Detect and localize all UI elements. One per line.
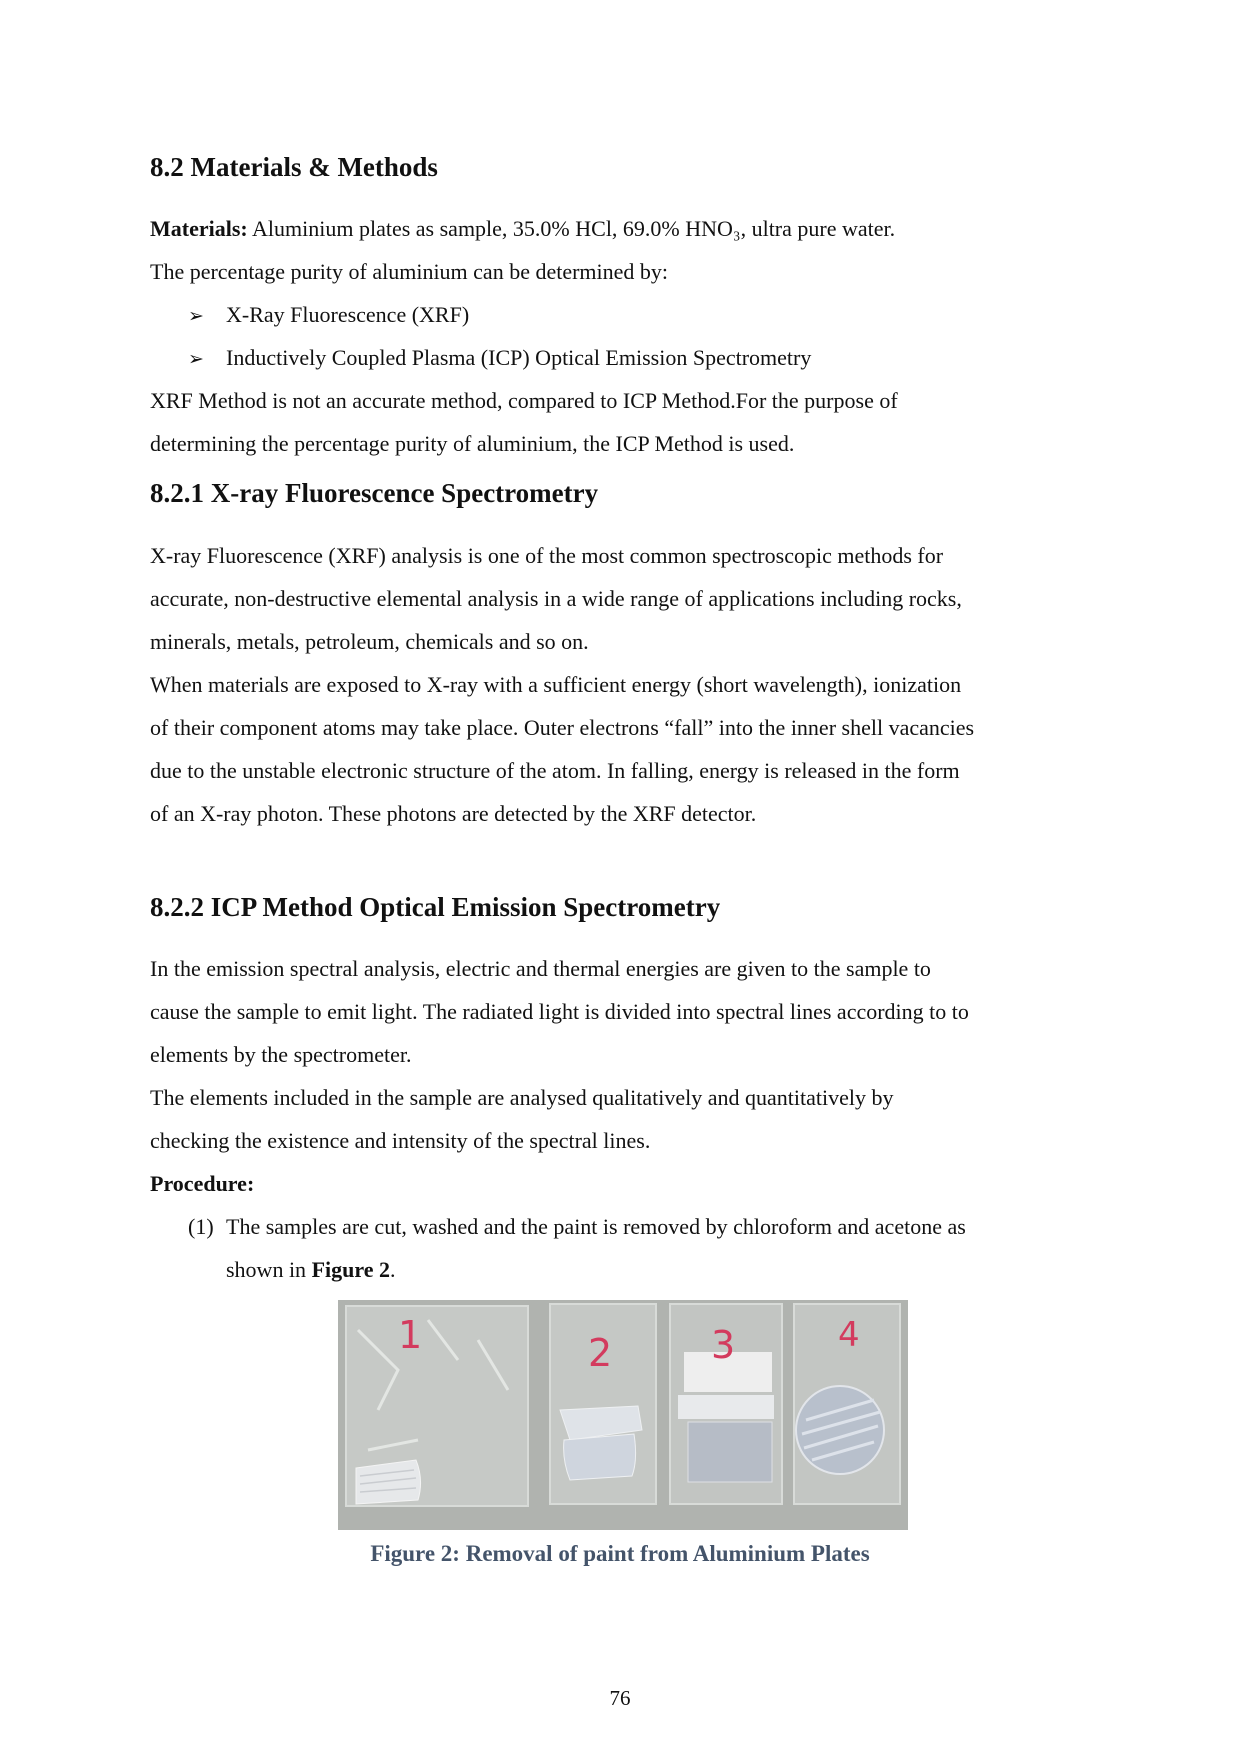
xrf-line: of their component atoms may take place. Outer electrons “fall” into the inner shell vacancies bbox=[150, 715, 975, 740]
xrf-line: due to the unstable electronic structure of the atom. In falling, energy is released in the form bbox=[150, 758, 960, 783]
xrf-line: of an X-ray photon. These photons are detected by the XRF detector. bbox=[150, 801, 757, 826]
icp-line: The elements included in the sample are analysed qualitatively and quantitatively by bbox=[150, 1085, 894, 1110]
xrf-line: X-ray Fluorescence (XRF) analysis is one of the most common spectroscopic methods for bbox=[150, 543, 944, 568]
procedure-step-continued bbox=[226, 1248, 395, 1292]
step-text: The samples are cut, washed and the paint is removed by chloroform and acetone as bbox=[226, 1214, 966, 1239]
aluminium-plate bbox=[688, 1422, 772, 1482]
bullet-text: X-Ray Fluorescence (XRF) bbox=[226, 302, 470, 327]
aluminium-plate bbox=[356, 1460, 421, 1504]
sample-label: 1 bbox=[398, 1313, 423, 1357]
icp-line: checking the existence and intensity of the spectral lines. bbox=[150, 1128, 651, 1153]
bullet-item bbox=[188, 293, 469, 339]
figure-caption: Figure 2: Removal of paint from Aluminium Plates bbox=[370, 1541, 870, 1566]
section-heading: 8.2 Materials & Methods bbox=[150, 152, 438, 182]
icp-line: In the emission spectral analysis, electric and thermal energies are given to the sample to bbox=[150, 956, 931, 981]
step-number: (1) bbox=[188, 1214, 214, 1239]
materials-label: Materials: bbox=[150, 216, 248, 241]
sample-label: 2 bbox=[588, 1331, 613, 1375]
arrow-bullet-icon: ➢ bbox=[188, 349, 204, 370]
xrf-note-line: XRF Method is not an accurate method, compared to ICP Method.For the purpose of bbox=[150, 388, 898, 413]
xrf-note-line: determining the percentage purity of aluminium, the ICP Method is used. bbox=[150, 431, 795, 456]
step-text: . bbox=[389, 1257, 396, 1282]
step-text: shown in bbox=[226, 1257, 312, 1282]
procedure-label: Procedure: bbox=[150, 1171, 255, 1196]
aluminium-plates-photo bbox=[338, 1300, 908, 1530]
page-number: 76 bbox=[609, 1686, 631, 1710]
aluminium-plate bbox=[796, 1386, 884, 1474]
bullet-text: Inductively Coupled Plasma (ICP) Optical Emission Spectrometry bbox=[226, 345, 812, 370]
materials-text: Aluminium plates as sample, 35.0% HCl, 69.0% HNO₃, ultra pure water. bbox=[247, 216, 896, 241]
sample-label: 4 bbox=[838, 1315, 860, 1355]
bullet-item bbox=[188, 336, 811, 382]
procedure-step bbox=[188, 1205, 966, 1249]
icp-line: elements by the spectrometer. bbox=[150, 1042, 412, 1067]
xrf-line: minerals, metals, petroleum, chemicals and so on. bbox=[150, 629, 589, 654]
figure-reference: Figure 2 bbox=[311, 1257, 390, 1282]
xrf-line: When materials are exposed to X-ray with a sufficient energy (short wavelength), ionization bbox=[150, 672, 962, 697]
icp-line: cause the sample to emit light. The radiated light is divided into spectral lines according to to bbox=[150, 999, 969, 1024]
icp-heading: 8.2.2 ICP Method Optical Emission Spectrometry bbox=[150, 892, 721, 922]
xrf-heading: 8.2.1 X-ray Fluorescence Spectrometry bbox=[150, 478, 599, 508]
purity-intro: The percentage purity of aluminium can be determined by: bbox=[150, 259, 669, 284]
arrow-bullet-icon: ➢ bbox=[188, 306, 204, 327]
xrf-line: accurate, non-destructive elemental analysis in a wide range of applications including rocks, bbox=[150, 586, 962, 611]
materials-paragraph bbox=[150, 207, 1090, 251]
sample-label: 3 bbox=[711, 1323, 736, 1367]
